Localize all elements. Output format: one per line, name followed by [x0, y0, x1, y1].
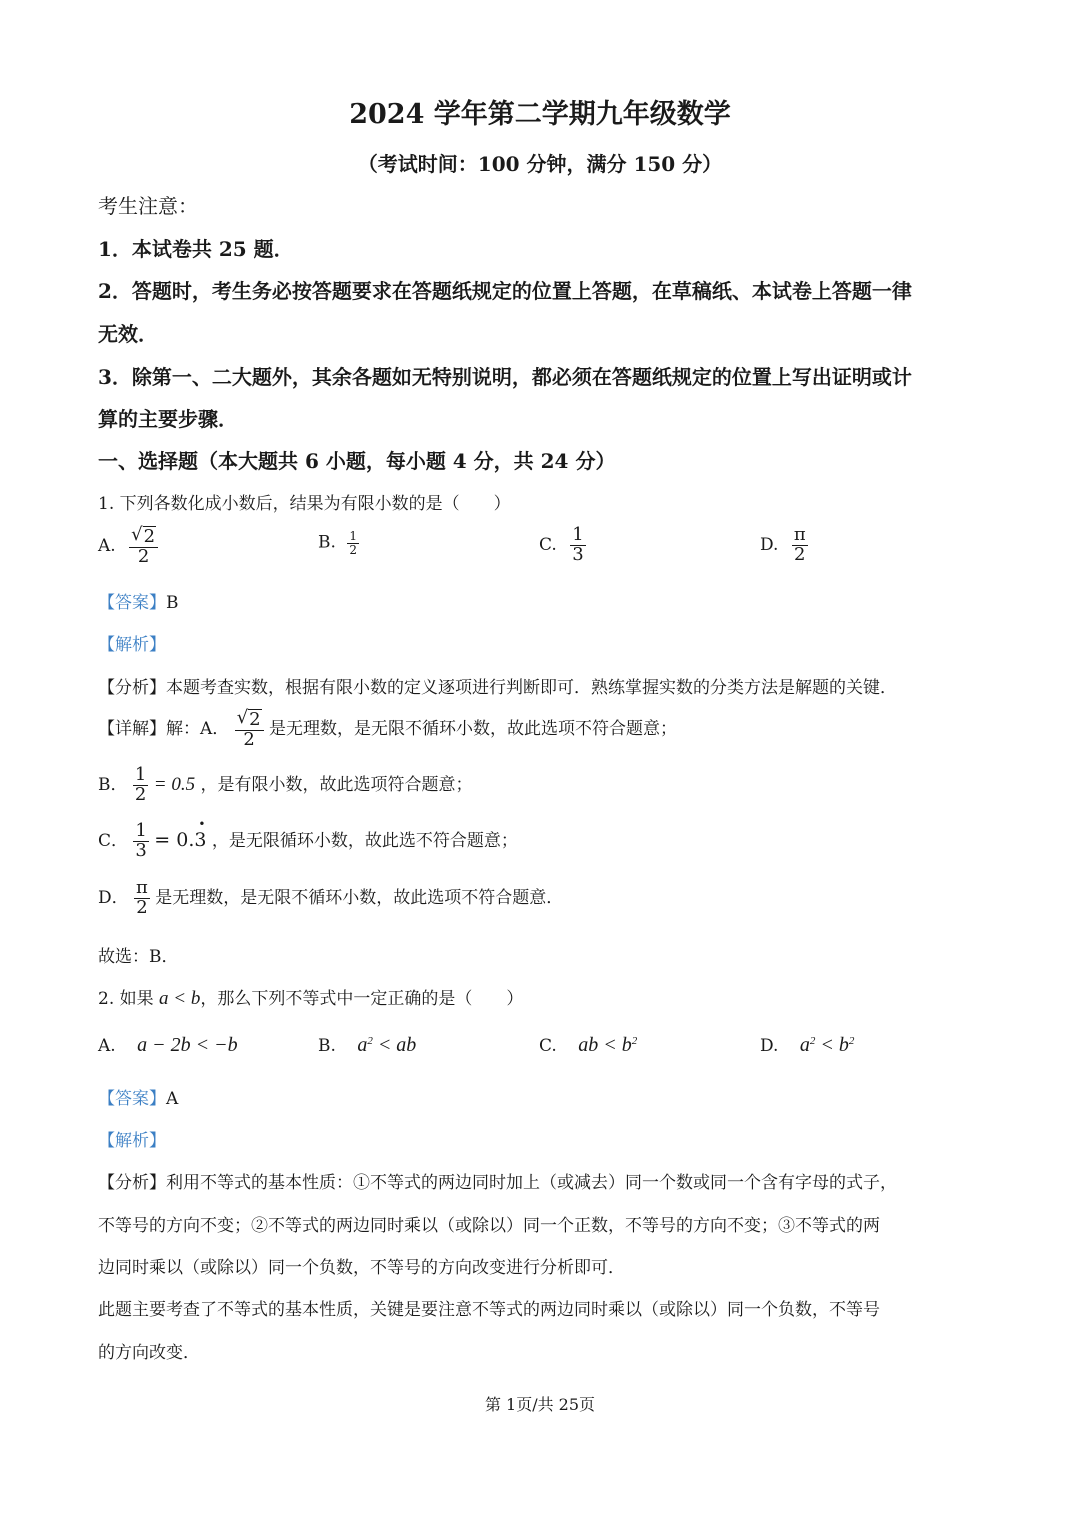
- sqrt-sign: √: [236, 707, 249, 728]
- q2-fenxi-line-1: 【分析】利用不等式的基本性质：①不等式的两边同时加上（或减去）同一个数或同一个含有字母的式子，: [98, 1173, 897, 1193]
- q2-option-b: [318, 1034, 416, 1057]
- notice-heading: 考生注意：: [98, 194, 198, 218]
- option-label: B.: [318, 1036, 336, 1056]
- detail-label: C．: [98, 830, 129, 851]
- option-label: B.: [318, 532, 336, 553]
- answer-value: B: [166, 593, 179, 613]
- q1-option-c: [539, 526, 586, 565]
- numerator: 1: [349, 529, 357, 543]
- fraction: [133, 822, 148, 861]
- question-1-stem: 1. 下列各数化成小数后，结果为有限小数的是（ ）: [98, 494, 511, 514]
- page-title: 2024 学年第二学期九年级数学: [349, 99, 731, 130]
- radicand: 2: [143, 526, 156, 547]
- q1-detail-a: [98, 709, 677, 750]
- page-subtitle: （考试时间：100 分钟，满分 150 分）: [357, 152, 723, 176]
- q2-fenxi-line-5: 的方向改变．: [98, 1343, 200, 1363]
- notice-item-1: 1．本试卷共 25 题．: [98, 237, 294, 261]
- fraction: [347, 530, 359, 556]
- q2-fenxi-line-2: 不等号的方向不变；②不等式的两边同时乘以（或除以）同一个正数，不等号的方向不变；③不等式的两: [98, 1216, 880, 1236]
- q1-conclusion: 故选：B．: [98, 947, 179, 967]
- q2-option-a: [98, 1034, 238, 1057]
- numerator: π: [793, 524, 806, 545]
- q1-option-d: [760, 526, 808, 565]
- q1-option-b: [318, 530, 359, 556]
- detail-text: 是无理数，是无限不循环小数，故此选项不符合题意；: [269, 718, 678, 739]
- radicand: 2: [249, 709, 261, 730]
- q2-fenxi-line-4: 此题主要考查了不等式的基本性质，关键是要注意不等式的两边同时乘以（或除以）同一个负数，不等号: [98, 1300, 880, 1320]
- repeating-digit: • 3: [194, 829, 206, 851]
- denominator: 2: [134, 783, 147, 805]
- q1-analysis-tag: 【解析】: [98, 635, 166, 655]
- q2-fenxi-line-3: 边同时乘以（或除以）同一个负数，不等号的方向改变进行分析即可．: [98, 1258, 625, 1278]
- detail-label: D．: [98, 887, 129, 908]
- numerator: 1: [572, 524, 584, 545]
- fraction: [129, 526, 158, 567]
- fraction: [235, 709, 264, 750]
- fraction: [134, 879, 150, 918]
- numerator: 1: [135, 820, 147, 841]
- option-label: C.: [539, 1036, 557, 1056]
- sqrt-sign: √: [131, 524, 143, 545]
- notice-item-2-cont: 无效．: [98, 322, 158, 346]
- denominator: 2: [243, 728, 255, 750]
- q2-analysis-tag: 【解析】: [98, 1131, 166, 1151]
- q1-detail-b: [98, 766, 473, 805]
- denominator: 2: [794, 543, 806, 565]
- detail-equation: = 0.5: [153, 773, 196, 795]
- q2-option-c: [539, 1034, 637, 1057]
- fraction: [792, 526, 808, 565]
- option-label: A.: [98, 535, 116, 556]
- notice-item-3: 3．除第一、二大题外，其余各题如无特别说明，都必须在答题纸规定的位置上写出证明或计: [98, 365, 912, 389]
- option-expr: $a^2$ < ab: [357, 1034, 417, 1056]
- answer-tag: 【答案】: [98, 593, 166, 613]
- option-label: A.: [98, 1036, 116, 1056]
- q1-detail-d: [98, 879, 563, 918]
- detail-equation: = 0.• 3: [154, 829, 206, 851]
- q1-fenxi: 【分析】本题考查实数，根据有限小数的定义逐项进行判断即可．熟练掌握实数的分类方法是解题的关键．: [98, 678, 897, 698]
- denominator: 3: [135, 839, 147, 861]
- q2-option-d: [760, 1034, 854, 1057]
- numerator: π: [136, 877, 148, 898]
- option-label: C.: [539, 534, 557, 555]
- question-2-stem: 2. 如果 a < b，那么下列不等式中一定正确的是（ ）: [98, 988, 524, 1009]
- answer-tag: 【答案】: [98, 1089, 166, 1109]
- option-expr: $a^2 < b^2$: [799, 1034, 855, 1056]
- q1-option-a: [98, 526, 158, 567]
- notice-item-3-cont: 算的主要步骤．: [98, 407, 238, 431]
- option-expr: ab < $b^2$: [578, 1034, 638, 1056]
- page-footer: 第 1页/共 25页: [484, 1395, 596, 1414]
- detail-prefix: 【详解】解：A．: [98, 718, 230, 739]
- option-label: D.: [760, 1036, 779, 1056]
- fraction: [570, 526, 585, 565]
- denominator: 2: [136, 896, 148, 918]
- denominator: 2: [349, 542, 357, 557]
- denominator: 2: [137, 545, 150, 567]
- q1-detail-c: [98, 822, 518, 861]
- detail-text: ，是无限循环小数，故此选不符合题意；: [211, 830, 518, 851]
- q2-answer: [98, 1084, 178, 1109]
- numerator: 1: [134, 764, 147, 785]
- detail-text: 是无理数，是无限不循环小数，故此选项不符合题意．: [155, 887, 564, 908]
- option-label: D.: [760, 534, 779, 555]
- stem-math: a < b: [159, 988, 201, 1009]
- option-expr: a − 2b < −b: [137, 1034, 238, 1056]
- detail-text: ，是有限小数，故此选项符合题意；: [200, 774, 473, 795]
- fraction: [133, 766, 148, 805]
- q1-answer: [98, 588, 179, 613]
- section-heading: 一、选择题（本大题共 6 小题，每小题 4 分，共 24 分）: [98, 449, 616, 473]
- denominator: 3: [572, 543, 584, 565]
- notice-item-2: 2．答题时，考生务必按答题要求在答题纸规定的位置上答题，在草稿纸、本试卷上答题一律: [98, 279, 912, 303]
- detail-label: B．: [98, 774, 128, 795]
- answer-value: A: [166, 1089, 179, 1109]
